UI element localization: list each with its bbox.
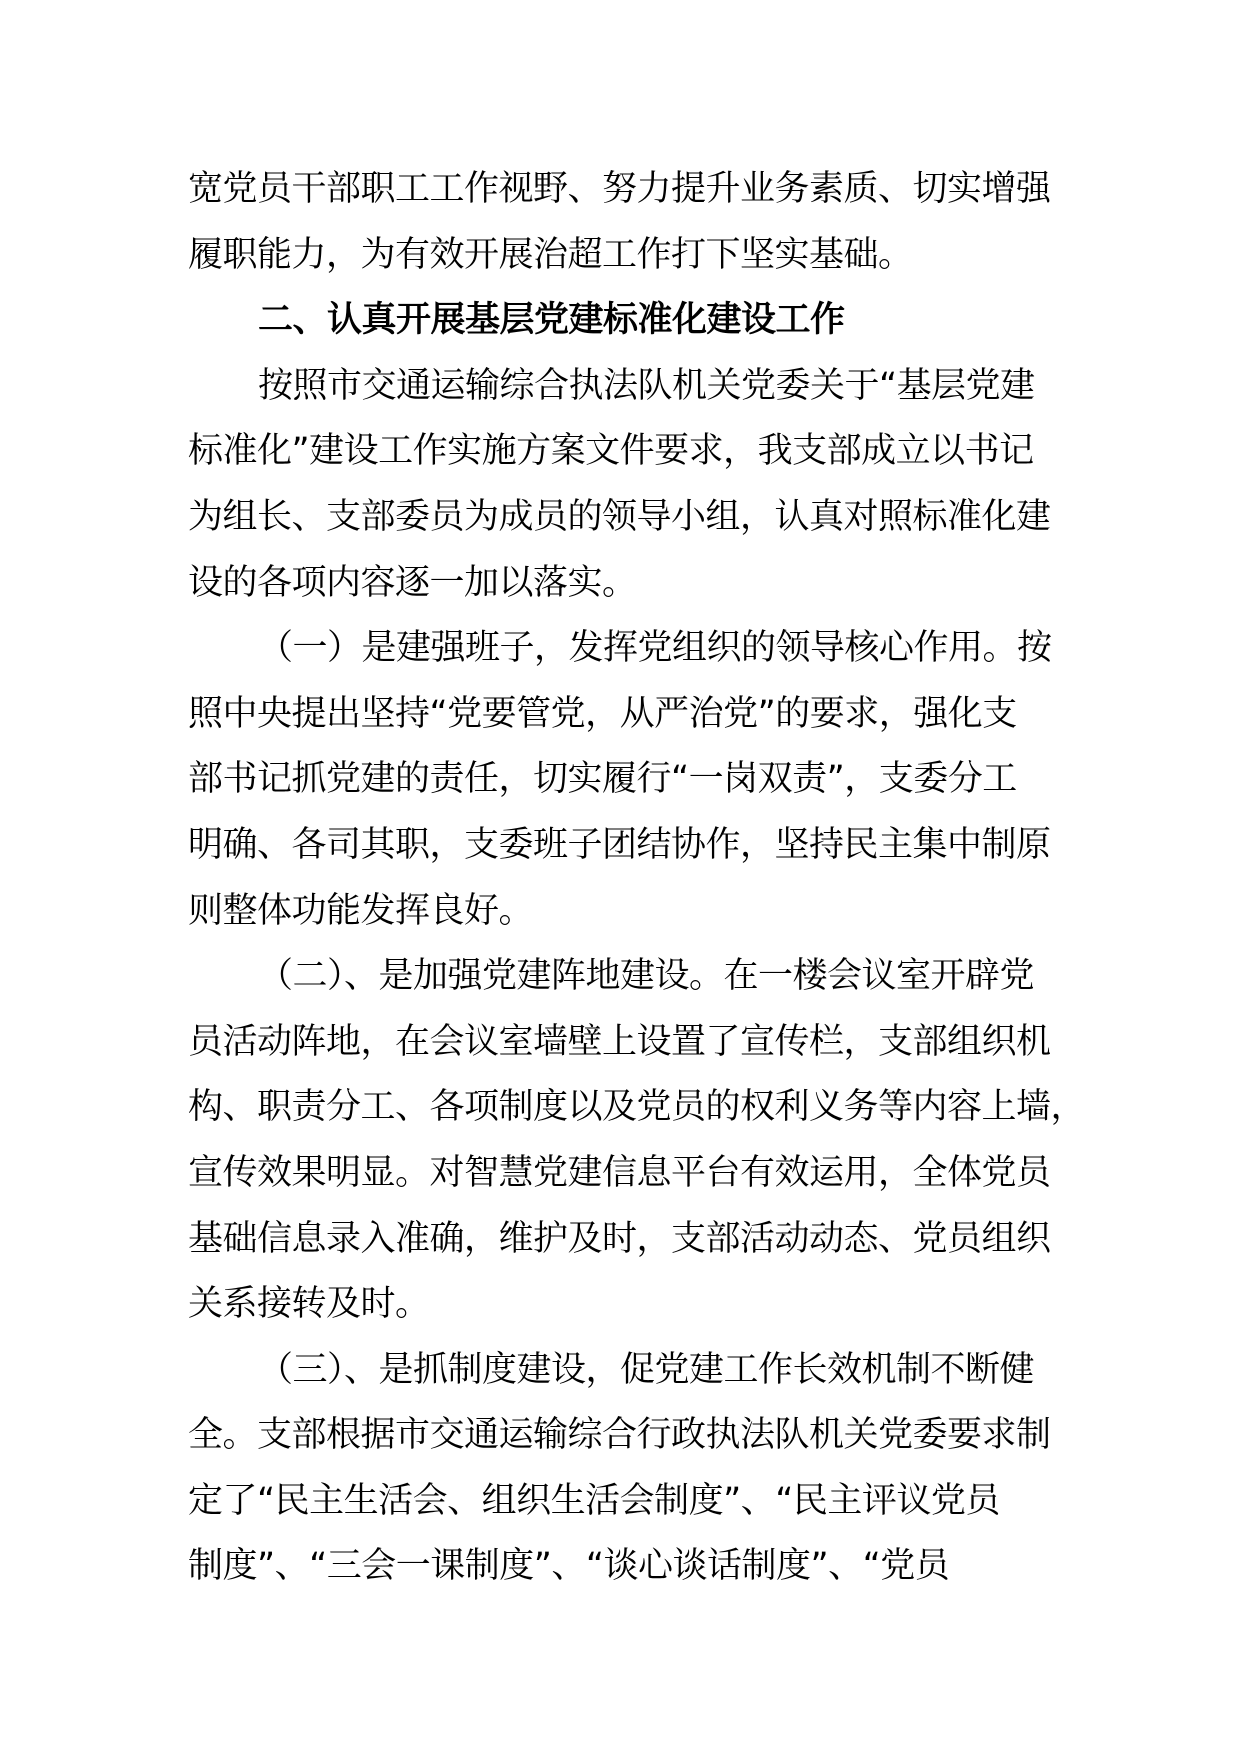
text-line: 部书记抓党建的责任，切实履行“一岗双责”，支委分工 (188, 759, 1017, 800)
text-line: 构、职责分工、各项制度以及党员的权利义务等内容上墙， (188, 1087, 1086, 1128)
text-line: 全。支部根据市交通运输综合行政执法队机关党委要求制 (188, 1415, 1051, 1456)
text-line: 明确、各司其职，支委班子团结协作，坚持民主集中制原 (188, 824, 1051, 865)
text-line: 设的各项内容逐一加以落实。 (188, 562, 637, 603)
text-line: （二）、是加强党建阵地建设。在一楼会议室开辟党 (258, 956, 1035, 997)
section-heading: 二、认真开展基层党建标准化建设工作 (258, 300, 845, 341)
text-line: 则整体功能发挥良好。 (188, 890, 534, 931)
text-line: 基础信息录入准确，维护及时，支部活动动态、党员组织 (188, 1218, 1051, 1259)
text-line: 定了“民主生活会、组织生活会制度”、“民主评议党员 (188, 1480, 1000, 1521)
text-line: 员活动阵地，在会议室墙壁上设置了宣传栏，支部组织机 (188, 1021, 1051, 1062)
document-body (188, 166, 1086, 1609)
text-line: 制度”、“三会一课制度”、“谈心谈话制度”、“党员 (188, 1546, 950, 1587)
text-line: 履职能力，为有效开展治超工作打下坚实基础。 (188, 234, 913, 275)
text-line: 宽党员干部职工工作视野、努力提升业务素质、切实增强 (188, 169, 1051, 209)
text-line: （三）、是抓制度建设，促党建工作长效机制不断健 (258, 1349, 1035, 1390)
text-line: （一）是建强班子，发挥党组织的领导核心作用。按 (258, 628, 1052, 669)
text-line: 宣传效果明显。对智慧党建信息平台有效运用，全体党员 (188, 1152, 1051, 1193)
text-line: 照中央提出坚持“党要管党，从严治党”的要求，强化支 (188, 693, 1017, 734)
text-line: 按照市交通运输综合执法队机关党委关于“基层党建 (258, 365, 1035, 406)
text-line: 标准化”建设工作实施方案文件要求，我支部成立以书记 (188, 431, 1034, 472)
text-line: 为组长、支部委员为成员的领导小组，认真对照标准化建 (188, 496, 1051, 537)
text-line: 关系接转及时。 (188, 1284, 430, 1325)
